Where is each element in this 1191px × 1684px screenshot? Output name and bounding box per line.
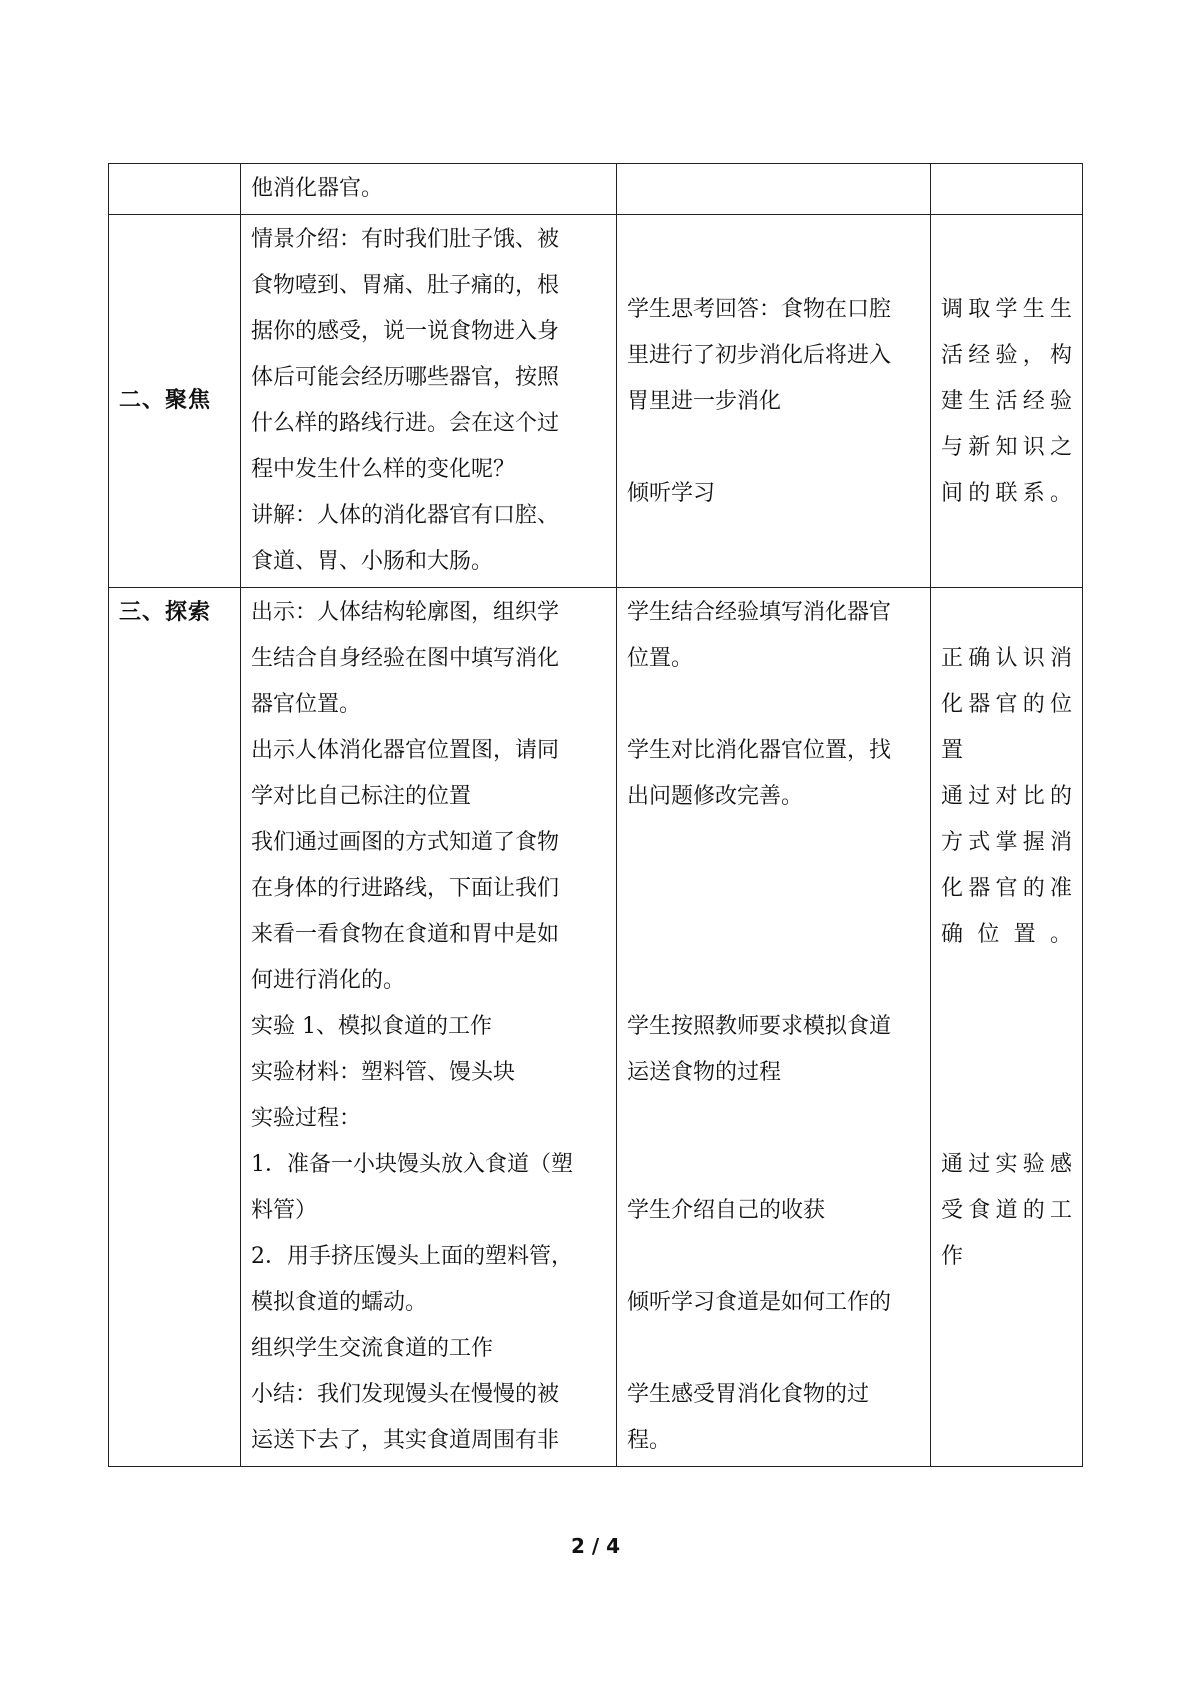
purpose-line: 与新知识之 (941, 435, 1072, 460)
teacher-line: 体后可能会经历哪些器官，按照 (251, 365, 560, 390)
student-activity-cell (617, 215, 931, 588)
stage-label: 三、探索 (119, 600, 212, 625)
purpose-line (941, 1050, 1072, 1096)
student-line: 学生结合经验填写消化器官 (627, 600, 892, 625)
purpose-line (941, 1096, 1072, 1142)
student-line (627, 1096, 920, 1142)
purpose-line: 作 (941, 1244, 964, 1269)
teacher-line: 模拟食道的蠕动。 (251, 1290, 428, 1315)
teacher-line: 食道、胃、小肠和大肠。 (251, 549, 494, 574)
purpose-line: 调取学生生 (941, 297, 1072, 322)
purpose-line (941, 1004, 1072, 1050)
teacher-line: 我们通过画图的方式知道了食物 (251, 830, 560, 855)
purpose-line: 活经验，构 (941, 343, 1072, 368)
student-line: 学生感受胃消化食物的过 (627, 1382, 870, 1407)
purpose-line: 确位置。 (941, 922, 1072, 947)
teacher-line: 他消化器官。 (251, 176, 384, 201)
student-line (627, 1234, 920, 1280)
design-purpose-cell (931, 164, 1083, 215)
student-line (627, 1142, 920, 1188)
lesson-plan-body (109, 164, 1083, 1467)
student-line: 学生对比消化器官位置，找 (627, 738, 892, 763)
student-line (627, 958, 920, 1004)
teacher-line: 小结：我们发现馒头在慢慢的被 (251, 1382, 560, 1407)
purpose-line (941, 590, 1072, 636)
stage-cell (109, 164, 241, 215)
purpose-line: 通过实验感 (941, 1152, 1072, 1177)
teacher-line: 出示人体消化器官位置图，请同 (251, 738, 560, 763)
teacher-line: 生结合自身经验在图中填写消化 (251, 646, 560, 671)
student-activity-cell (617, 164, 931, 215)
teacher-activity-cell (241, 588, 617, 1467)
student-line: 学生思考回答：食物在口腔 (627, 297, 892, 322)
page-number: 2 / 4 (570, 1534, 621, 1558)
teacher-line: 实验材料：塑料管、馒头块 (251, 1060, 516, 1085)
table-row (109, 215, 1083, 588)
student-line: 里进行了初步消化后将进入 (627, 343, 892, 368)
purpose-line (941, 958, 1072, 1004)
teacher-line: 实验过程： (251, 1106, 362, 1131)
student-line: 位置。 (627, 646, 694, 671)
student-line (627, 425, 920, 471)
teacher-line: 1．准备一小块馒头放入食道（塑 (251, 1152, 573, 1177)
student-line: 出问题修改完善。 (627, 784, 804, 809)
teacher-line: 食物噎到、胃痛、肚子痛的，根 (251, 273, 560, 298)
student-line: 运送食物的过程 (627, 1060, 782, 1085)
table-row (109, 588, 1083, 1467)
teacher-line: 讲解：人体的消化器官有口腔、 (251, 503, 560, 528)
teacher-line: 实验 1、模拟食道的工作 (251, 1014, 492, 1039)
stage-cell (109, 588, 241, 1467)
student-line (627, 912, 920, 958)
purpose-line: 建生活经验 (941, 389, 1072, 414)
lesson-plan-table (108, 163, 1083, 1467)
purpose-line: 间的联系。 (941, 481, 1072, 506)
student-line (627, 820, 920, 866)
teacher-line: 据你的感受，说一说食物进入身 (251, 319, 560, 344)
teacher-activity-cell (241, 215, 617, 588)
purpose-line: 化器官的位 (941, 692, 1072, 717)
purpose-line: 置 (941, 738, 964, 763)
stage-label: 二、聚焦 (119, 388, 212, 413)
student-line: 程。 (627, 1428, 672, 1453)
student-line: 学生介绍自己的收获 (627, 1198, 826, 1223)
teacher-activity-cell (241, 164, 617, 215)
design-purpose-cell (931, 215, 1083, 588)
purpose-line: 化器官的准 (941, 876, 1072, 901)
teacher-line: 程中发生什么样的变化呢？ (251, 457, 516, 482)
student-line (627, 866, 920, 912)
teacher-line: 运送下去了，其实食道周围有非 (251, 1428, 560, 1453)
teacher-line: 来看一看食物在食道和胃中是如 (251, 922, 560, 947)
teacher-line: 学对比自己标注的位置 (251, 784, 472, 809)
student-line: 胃里进一步消化 (627, 389, 782, 414)
teacher-line: 何进行消化的。 (251, 968, 406, 993)
teacher-line: 组织学生交流食道的工作 (251, 1336, 494, 1361)
purpose-line: 方式掌握消 (941, 830, 1072, 855)
student-activity-cell (617, 588, 931, 1467)
teacher-line: 什么样的路线行进。会在这个过 (251, 411, 560, 436)
student-line: 倾听学习 (627, 481, 716, 506)
teacher-line: 情景介绍：有时我们肚子饿、被 (251, 227, 560, 252)
student-line: 学生按照教师要求模拟食道 (627, 1014, 892, 1039)
teacher-line: 料管） (251, 1198, 318, 1223)
table-row (109, 164, 1083, 215)
purpose-line: 受食道的工 (941, 1198, 1072, 1223)
teacher-line: 器官位置。 (251, 692, 362, 717)
teacher-line: 2．用手挤压馒头上面的塑料管， (251, 1244, 573, 1269)
teacher-line: 在身体的行进路线，下面让我们 (251, 876, 560, 901)
student-line (627, 682, 920, 728)
stage-cell (109, 215, 241, 588)
student-line (627, 1326, 920, 1372)
purpose-line: 通过对比的 (941, 784, 1072, 809)
teacher-line: 出示：人体结构轮廓图，组织学 (251, 600, 560, 625)
design-purpose-cell (931, 588, 1083, 1467)
purpose-line: 正确认识消 (941, 646, 1072, 671)
student-line: 倾听学习食道是如何工作的 (627, 1290, 892, 1315)
